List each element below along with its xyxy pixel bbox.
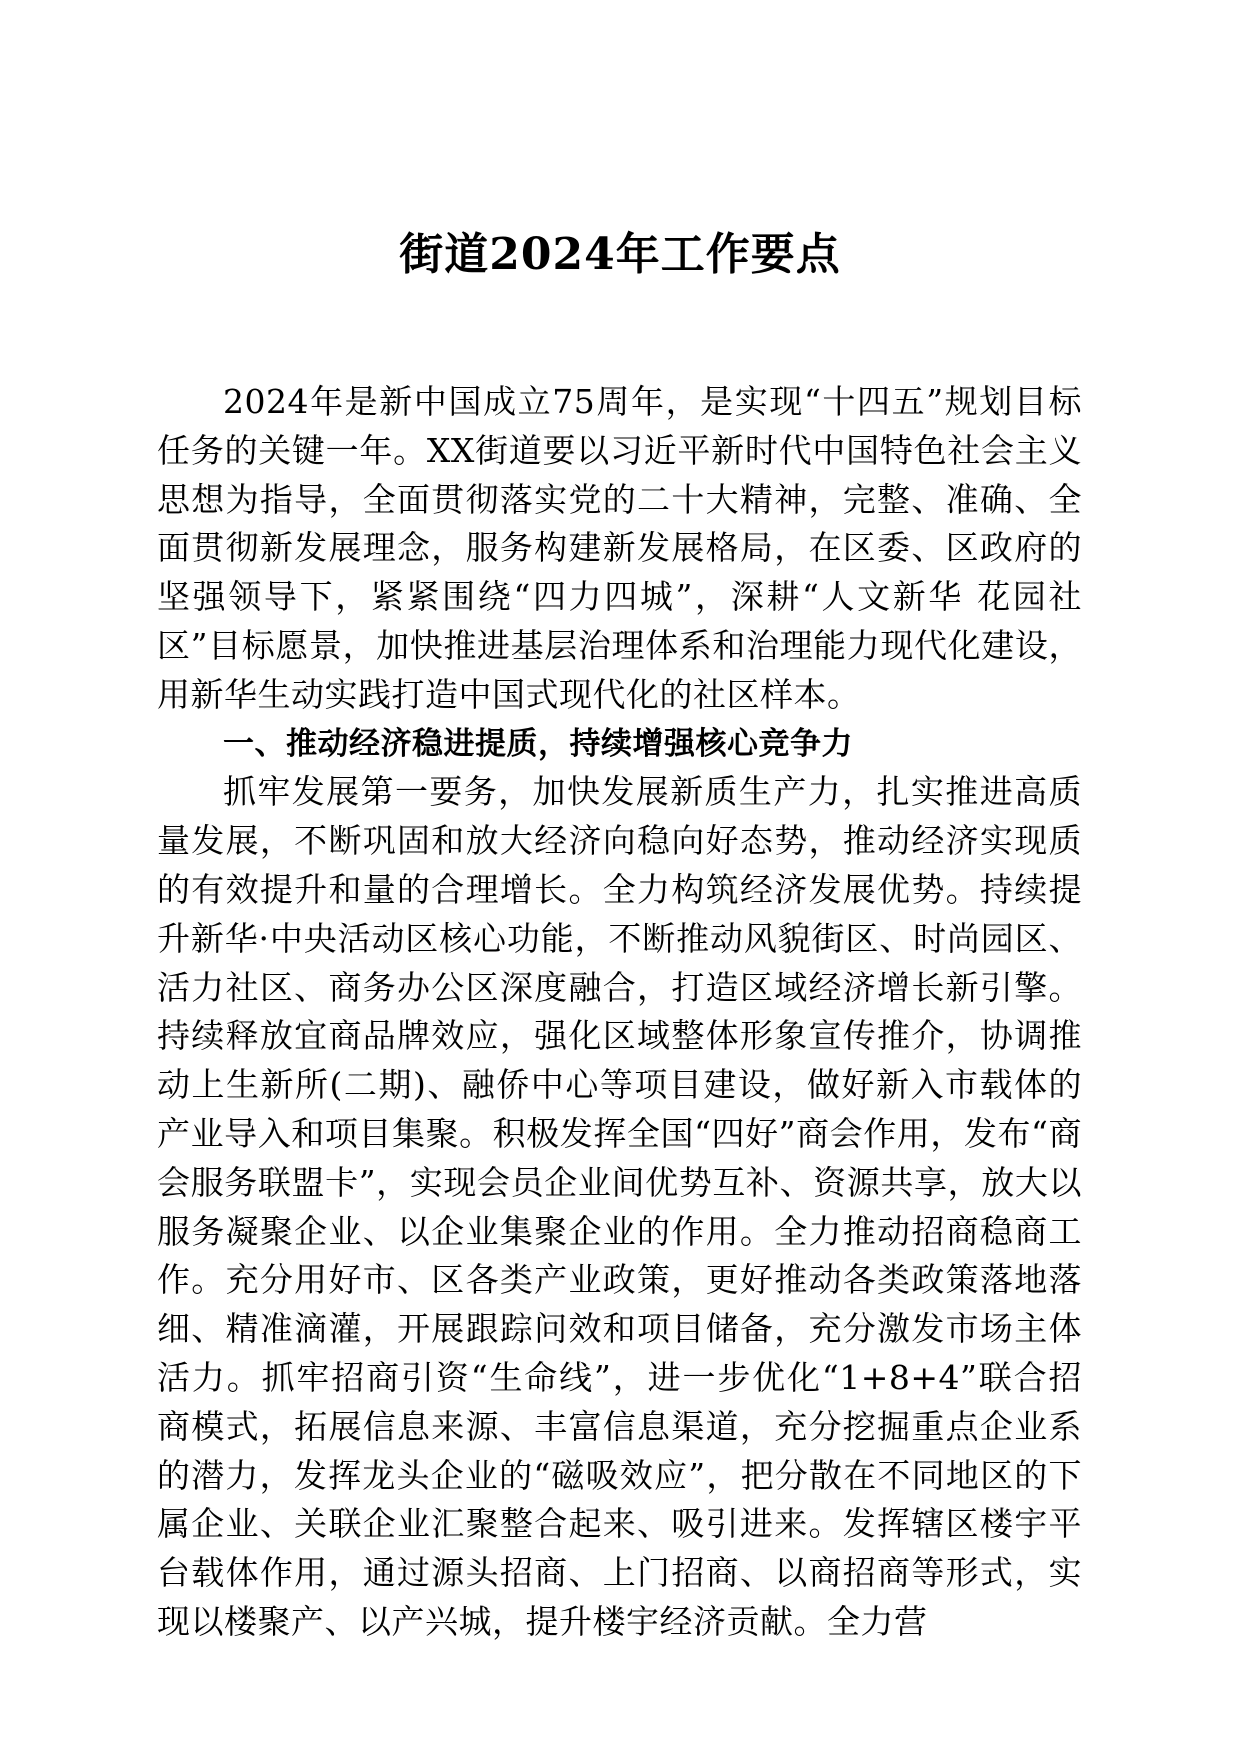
document-title: 街道2024年工作要点 — [399, 229, 841, 280]
document-body — [157, 378, 1082, 1647]
intro-paragraph: 2024年是新中国成立75周年，是实现“十四五”规划目标任务的关键一年。XX街道要以习近平新时代中国特色社会主义思想为指导，全面贯彻落实党的二十大精神，完整、准确、全面贯彻新发展理念，服务构建新发展格局，在区委、区政府的坚强领导下，紧紧围绕“四力四城”，深耕“人文新华 花园社区”目标愿景，加快推进基层治理体系和治理能力现代化建设，用新华生动实践打造中国式现代化的社区样本。 — [157, 382, 1082, 714]
section-1-paragraph: 抓牢发展第一要务，加快发展新质生产力，扎实推进高质量发展，不断巩固和放大经济向稳向好态势，推动经济实现质的有效提升和量的合理增长。全力构筑经济发展优势。持续提升新华·中央活动区核心功能，不断推动风貌街区、时尚园区、活力社区、商务办公区深度融合，打造区域经济增长新引擎。持续释放宜商品牌效应，强化区域整体形象宣传推介，协调推动上生新所(二期)、融侨中心等项目建设，做好新入市载体的产业导入和项目集聚。积极发挥全国“四好”商会作用，发布“商会服务联盟卡”，实现会员企业间优势互补、资源共享，放大以服务凝聚企业、以企业集聚企业的作用。全力推动招商稳商工作。充分用好市、区各类产业政策，更好推动各类政策落地落细、精准滴灌，开展跟踪问效和项目储备，充分激发市场主体活力。抓牢招商引资“生命线”，进一步优化“1+8+4”联合招商模式，拓展信息来源、丰富信息渠道，充分挖掘重点企业系的潜力，发挥龙头企业的“磁吸效应”，把分散在不同地区的下属企业、关联企业汇聚整合起来、吸引进来。发挥辖区楼宇平台载体作用，通过源头招商、上门招商、以商招商等形式，实现以楼聚产、以产兴城，提升楼宇经济贡献。全力营 — [157, 772, 1082, 1641]
section-heading-1: 一、推动经济稳进提质，持续增强核心竞争力 — [223, 725, 853, 762]
